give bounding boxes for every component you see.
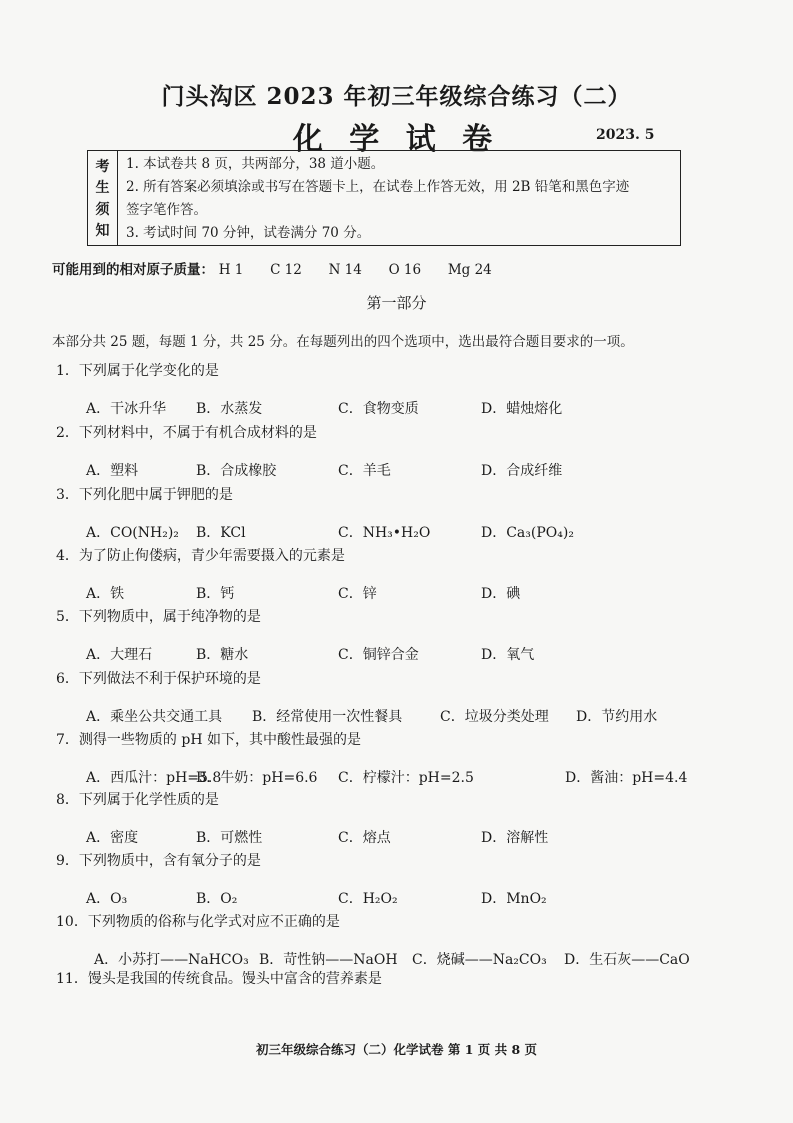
answer-option: D．酱油：pH=4.4 [565,770,688,786]
answer-option: A．铁 [86,586,125,602]
answer-option: B．经常使用一次性餐具 [252,709,403,725]
answer-option: A．干冰升华 [86,401,167,417]
candidate-notice-box [87,150,681,246]
answer-option: A．西瓜汁：pH=5.8 [86,770,222,786]
question-stem: 7．测得一些物质的 pH 如下，其中酸性最强的是 [56,732,361,748]
answer-option: A．大理石 [86,647,153,663]
question-stem: 11．馒头是我国的传统食品。馒头中富含的营养素是 [56,971,382,987]
answer-option: B．合成橡胶 [196,463,277,479]
answer-option: D．生石灰——CaO [564,952,690,968]
answer-option: C．烧碱——Na₂CO₃ [412,952,547,968]
answer-option: A．O₃ [86,891,128,907]
answer-option: C．铜锌合金 [338,647,419,663]
notice-items [126,153,676,245]
exam-subtitle: 化 学 试 卷 [292,122,501,157]
answer-option: C．食物变质 [338,401,419,417]
question-stem: 10．下列物质的俗称与化学式对应不正确的是 [56,914,340,930]
notice-label: 考 生 须 知 [88,151,118,245]
question-stem: 6．下列做法不利于保护环境的是 [56,671,261,687]
section-intro: 本部分共 25 题，每题 1 分，共 25 分。在每题列出的四个选项中，选出最符合题目要求的一项。 [52,334,634,350]
answer-option: B．KCl [196,525,246,541]
exam-title: 门头沟区 2023 年初三年级综合练习（二） [161,83,632,110]
answer-option: A．CO(NH₂)₂ [86,525,179,541]
atomic-masses: 可能用到的相对原子质量： H 1 C 12 N 14 O 16 Mg 24 [52,262,492,278]
notice-item: 签字笔作答。 [126,202,207,218]
section-title: 第一部分 [366,294,427,312]
answer-option: D．Ca₃(PO₄)₂ [481,525,574,541]
answer-option: C．垃圾分类处理 [440,709,549,725]
answer-option: A．乘坐公共交通工具 [86,709,223,725]
answer-option: A．塑料 [86,463,139,479]
notice-item: 2. 所有答案必须填涂或书写在答题卡上，在试卷上作答无效，用 2B 铅笔和黑色字迹 [126,179,630,195]
page-footer: 初三年级综合练习（二）化学试卷 第 1 页 共 8 页 [255,1042,537,1057]
answer-option: C．柠檬汁：pH=2.5 [338,770,474,786]
answer-option: C．羊毛 [338,463,391,479]
notice-item: 3. 考试时间 70 分钟，试卷满分 70 分。 [126,225,371,241]
answer-option: B．O₂ [196,891,238,907]
answer-option: A．密度 [86,830,139,846]
answer-option: C．熔点 [338,830,391,846]
answer-option: C．H₂O₂ [338,891,398,907]
answer-option: D．合成纤维 [481,463,563,479]
exam-date: 2023. 5 [596,127,655,143]
answer-option: B．可燃性 [196,830,263,846]
answer-option: B．牛奶：pH=6.6 [196,770,318,786]
answer-option: B．钙 [196,586,235,602]
answer-option: D．MnO₂ [481,891,547,907]
answer-option: C．锌 [338,586,377,602]
notice-item: 1. 本试卷共 8 页，共两部分，38 道小题。 [126,156,385,172]
answer-option: B．水蒸发 [196,401,263,417]
answer-option: B．糖水 [196,647,249,663]
question-stem: 4．为了防止佝偻病，青少年需要摄入的元素是 [56,548,345,564]
question-stem: 1．下列属于化学变化的是 [56,363,219,379]
answer-option: B．苛性钠——NaOH [259,952,398,968]
question-stem: 2．下列材料中，不属于有机合成材料的是 [56,425,317,441]
answer-option: C．NH₃•H₂O [338,525,431,541]
question-stem: 8．下列属于化学性质的是 [56,792,219,808]
answer-option: A．小苏打——NaHCO₃ [94,952,249,968]
answer-option: D．氧气 [481,647,535,663]
answer-option: D．节约用水 [576,709,658,725]
question-stem: 9．下列物质中，含有氧分子的是 [56,853,261,869]
answer-option: D．溶解性 [481,830,549,846]
question-stem: 5．下列物质中，属于纯净物的是 [56,609,261,625]
answer-option: D．蜡烛熔化 [481,401,563,417]
answer-option: D．碘 [481,586,521,602]
question-stem: 3．下列化肥中属于钾肥的是 [56,487,233,503]
